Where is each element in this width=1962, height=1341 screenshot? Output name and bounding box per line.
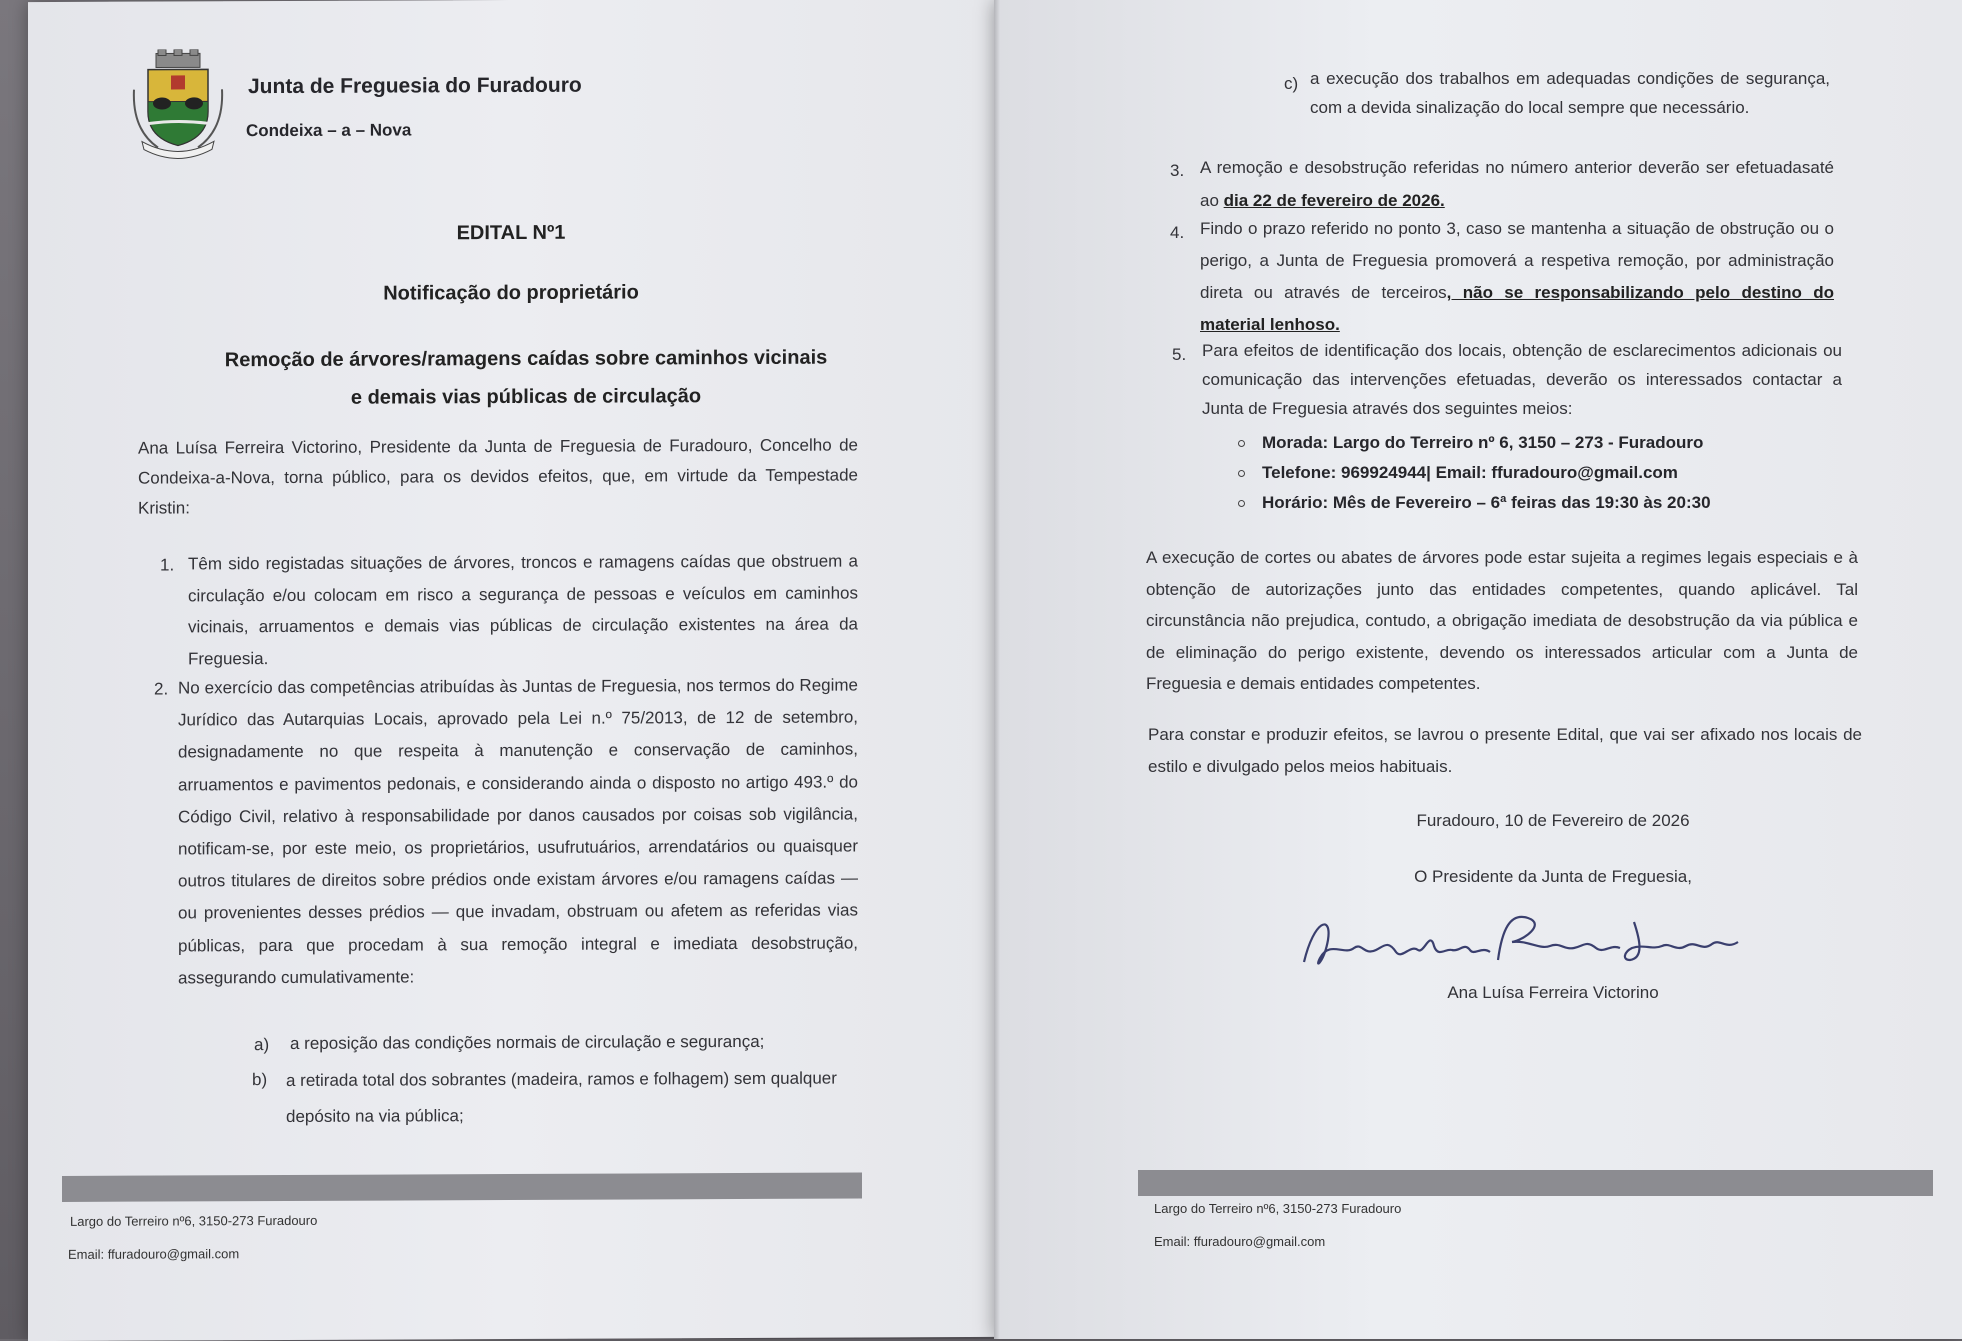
contact-hours-text: Horário: Mês de Fevereiro – 6ª feiras das 19:30 às 20:30	[1262, 493, 1711, 512]
footer-email: Email: ffuradouro@gmail.com	[1154, 1234, 1326, 1249]
bullet-circle-icon	[1238, 440, 1245, 447]
document-date: Furadouro, 10 de Fevereiro de 2026	[1416, 811, 1690, 830]
org-name: Junta de Freguesia do Furadouro	[248, 73, 582, 99]
item-1-number: 1.	[160, 555, 175, 575]
bullet-circle-icon	[1238, 500, 1245, 507]
contact-hours	[1234, 488, 1834, 518]
document-title: EDITAL Nº1	[456, 221, 566, 245]
sub-c-text: a execução dos trabalhos em adequadas condições de segurança, com a devida sinalização do local sempre que necessário.	[1310, 69, 1830, 117]
intro-paragraph: Ana Luísa Ferreira Victorino, Presidente da Junta de Freguesia de Furadouro, Concelho de Condeixa-a-Nova, torna público, para os devidos efeitos, que, em virtude da Tempestade Kristin:	[138, 435, 858, 518]
item-3-number: 3.	[1170, 161, 1185, 180]
item-3-body: A remoção e desobstrução referidas no número anterior deverão ser efetuadasaté ao	[1200, 158, 1834, 210]
item-4-text	[1200, 213, 1834, 341]
sub-b-text: a retirada total dos sobrantes (madeira, ramos e folhagem) sem qualquer depósito na via pública;	[286, 1068, 837, 1126]
edital-page-right	[994, 0, 1962, 1339]
item-1-text: Têm sido registadas situações de árvores, troncos e ramagens caídas que obstruem a circulação e/ou colocam em risco a segurança de pessoas e veículos em caminhos vicinais, arruamentos e demais vias públicas de circulação existentes na área da Freguesia.	[188, 551, 858, 668]
contact-phone-email	[1234, 458, 1834, 488]
item-5-number: 5.	[1172, 345, 1187, 364]
contact-address	[1234, 428, 1834, 458]
heading-line-2: e demais vias públicas de circulação	[350, 385, 702, 409]
document-heading	[28, 338, 994, 418]
footer-bar	[1138, 1170, 1933, 1196]
president-title: O Presidente da Junta de Freguesia,	[1414, 867, 1692, 886]
item-4-number: 4.	[1170, 223, 1185, 242]
edital-page-left	[28, 0, 994, 1341]
document-subtitle: Notificação do proprietário	[383, 281, 639, 305]
item-4-disclaimer: , não se responsabilizando pelo destino do material lenhoso.	[1200, 283, 1835, 334]
contact-list	[1234, 428, 1834, 518]
contact-phone-email-text: Telefone: 969924944| Email: ffuradouro@gmail.com	[1262, 463, 1678, 482]
sub-a-text: a reposição das condições normais de circulação e segurança;	[290, 1031, 765, 1053]
deadline-date: dia 22 de fevereiro de 2026.	[1223, 191, 1445, 210]
item-2-text: No exercício das competências atribuídas às Juntas de Freguesia, nos termos do Regime Jurídico das Autarquias Locais, aprovado pela Lei n.º 75/2013, de 12 de setembro, designadamente no que respeita à manutenção e conservação de caminhos, arruamentos e pavimentos pedonais, e considerando ainda o disposto no artigo 493.º do Código Civil, relativo à responsabilidade por danos causados por coisas sob vigilância, notificam-se, por este meio, os proprietários, usufrutuários, arrendatários ou quaisquer outros titulares de direitos sobre prédios onde existam árvores e/ou ramagens caídas — ou provenientes desses prédios — que invadam, obstruam ou afetem as referidas vias públicas, para que procedam à sua remoção integral e imediata desobstrução, assegurando cumulativamente:	[178, 675, 858, 988]
legal-note-paragraph: A execução de cortes ou abates de árvores pode estar sujeita a regimes legais especiais e à obtenção de autorizações junto das entidades competentes, quando aplicável. Tal circunstância não prejudica, contudo, a obrigação imediata de desobstrução da via pública e de eliminação do perigo existente, devendo os interessados articular com a Junta de Freguesia e demais entidades competentes.	[1146, 548, 1858, 693]
heading-line-1: Remoção de árvores/ramagens caídas sobre caminhos vicinais	[224, 346, 828, 372]
bullet-circle-icon	[1238, 470, 1245, 477]
footer-email: Email: ffuradouro@gmail.com	[68, 1246, 240, 1262]
signer-name: Ana Luísa Ferreira Victorino	[1447, 983, 1659, 1002]
closing-paragraph: Para constar e produzir efeitos, se lavrou o presente Edital, que vai ser afixado nos locais de estilo e divulgado pelos meios habituais.	[1148, 725, 1862, 776]
handwritten-signature	[1284, 900, 1764, 980]
coat-of-arms-icon	[128, 49, 228, 159]
item-2-number: 2.	[154, 679, 169, 699]
item-3-text	[1200, 151, 1834, 217]
item-5-text: Para efeitos de identificação dos locais, obtenção de esclarecimentos adicionais ou comunicação das intervenções efetuadas, deverão os interessados contactar a Junta de Freguesia através dos seguintes meios:	[1202, 341, 1842, 418]
footer-bar	[62, 1172, 862, 1201]
footer-address: Largo do Terreiro nº6, 3150-273 Furadouro	[1154, 1201, 1402, 1216]
sub-a-number: a)	[254, 1035, 270, 1055]
item-4-body: Findo o prazo referido no ponto 3, caso se mantenha a situação de obstrução ou o perigo, a Junta de Freguesia promoverá a respetiva remoção, por administração direta ou através de terceiros	[1200, 219, 1834, 302]
sub-c-number: c)	[1284, 74, 1299, 93]
sub-b-number: b)	[252, 1070, 268, 1090]
contact-address-text: Morada: Largo do Terreiro nº 6, 3150 – 273 - Furadouro	[1262, 433, 1704, 452]
page-fold-shadow	[994, 0, 1000, 1339]
org-subtitle: Condeixa – a – Nova	[246, 120, 412, 141]
footer-address: Largo do Terreiro nº6, 3150-273 Furadouro	[70, 1212, 318, 1229]
